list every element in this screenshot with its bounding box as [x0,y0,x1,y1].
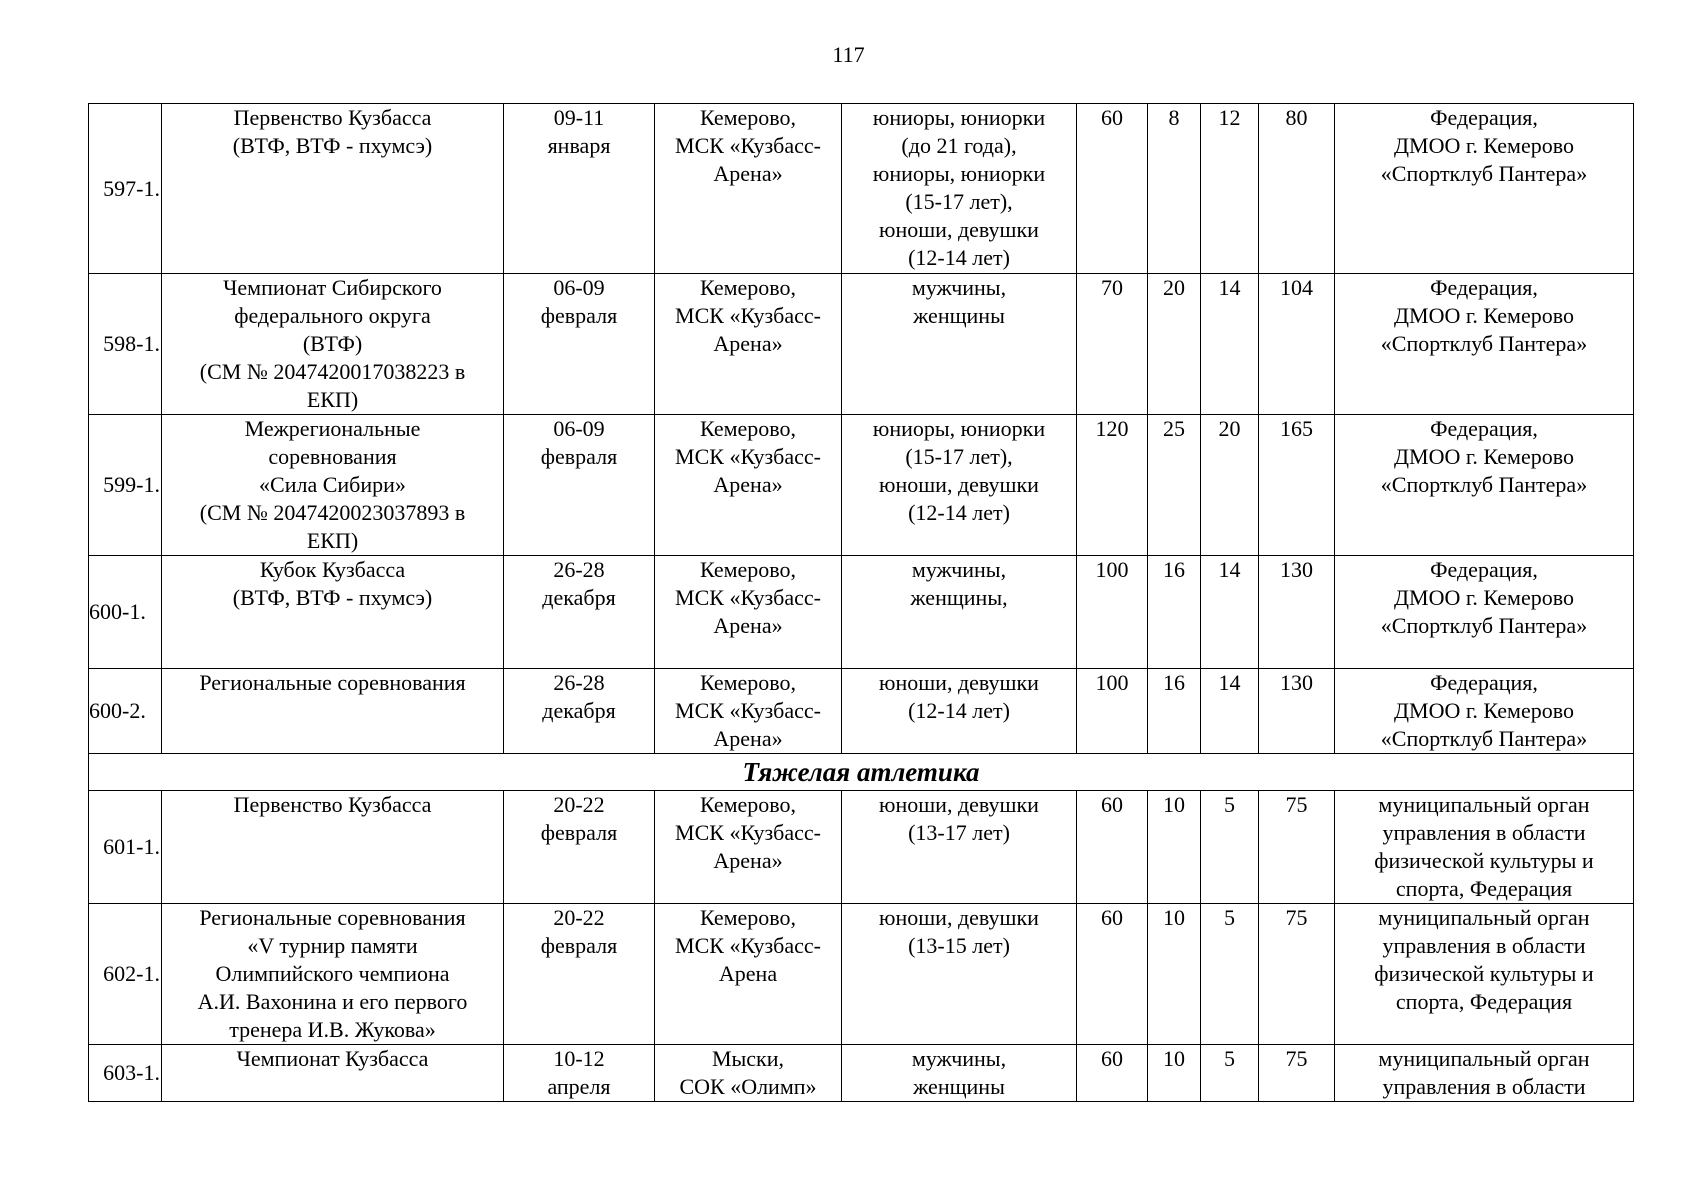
event-place: Кемерово, МСК «Кузбасс- Арена» [655,415,842,556]
event-organizer: Федерация, ДМОО г. Кемерово «Спортклуб Пантера» [1335,104,1634,274]
event-name: Первенство Кузбасса (ВТФ, ВТФ - пхумсэ) [162,104,504,274]
count-total: 130 [1259,556,1335,669]
count-2: 10 [1148,1045,1201,1102]
event-place: Кемерово, МСК «Кузбасс- Арена» [655,669,842,754]
event-organizer: муниципальный орган управления в области физической культуры и спорта, Федерация [1335,791,1634,904]
event-dates: 26-28 декабря [504,556,655,669]
events-table [88,103,1634,1102]
event-name: Первенство Кузбасса [162,791,504,904]
count-2: 16 [1148,669,1201,754]
count-total: 130 [1259,669,1335,754]
event-participants: мужчины, женщины, [842,556,1077,669]
count-total: 104 [1259,274,1335,415]
count-2: 10 [1148,791,1201,904]
event-dates: 26-28 декабря [504,669,655,754]
event-dates: 20-22 февраля [504,791,655,904]
event-organizer: муниципальный орган управления в области [1335,1045,1634,1102]
count-3: 5 [1201,904,1259,1045]
table-row [89,904,1634,1045]
count-total: 75 [1259,1045,1335,1102]
count-1: 60 [1077,904,1148,1045]
count-1: 100 [1077,669,1148,754]
event-place: Кемерово, МСК «Кузбасс- Арена» [655,104,842,274]
table-row [89,274,1634,415]
event-place: Кемерово, МСК «Кузбасс- Арена» [655,274,842,415]
event-participants: юниоры, юниорки (до 21 года), юниоры, юниорки (15-17 лет), юноши, девушки (12-14 лет) [842,104,1077,274]
count-3: 12 [1201,104,1259,274]
event-number: 597-1. [89,104,162,274]
event-name: Региональные соревнования [162,669,504,754]
event-dates: 06-09 февраля [504,274,655,415]
event-place: Кемерово, МСК «Кузбасс- Арена [655,904,842,1045]
event-name: Чемпионат Кузбасса [162,1045,504,1102]
event-participants: юноши, девушки (13-15 лет) [842,904,1077,1045]
count-2: 20 [1148,274,1201,415]
event-organizer: муниципальный орган управления в области физической культуры и спорта, Федерация [1335,904,1634,1045]
table-row [89,1045,1634,1102]
event-place: Кемерово, МСК «Кузбасс- Арена» [655,556,842,669]
count-total: 75 [1259,791,1335,904]
event-number: 598-1. [89,274,162,415]
event-participants: мужчины, женщины [842,274,1077,415]
table-row [89,556,1634,669]
event-number: 600-1. [89,556,162,669]
event-number: 601-1. [89,791,162,904]
event-name: Чемпионат Сибирского федерального округа (ВТФ) (СМ № 2047420017038223 в ЕКП) [162,274,504,415]
count-1: 100 [1077,556,1148,669]
event-number: 603-1. [89,1045,162,1102]
count-3: 5 [1201,1045,1259,1102]
event-participants: юниоры, юниорки (15-17 лет), юноши, девушки (12-14 лет) [842,415,1077,556]
table-row [89,415,1634,556]
event-participants: юноши, девушки (12-14 лет) [842,669,1077,754]
count-total: 75 [1259,904,1335,1045]
event-organizer: Федерация, ДМОО г. Кемерово «Спортклуб Пантера» [1335,556,1634,669]
event-organizer: Федерация, ДМОО г. Кемерово «Спортклуб Пантера» [1335,274,1634,415]
event-number: 599-1. [89,415,162,556]
event-organizer: Федерация, ДМОО г. Кемерово «Спортклуб Пантера» [1335,415,1634,556]
event-place: Мыски, СОК «Олимп» [655,1045,842,1102]
count-3: 14 [1201,669,1259,754]
count-3: 14 [1201,274,1259,415]
event-organizer: Федерация, ДМОО г. Кемерово «Спортклуб Пантера» [1335,669,1634,754]
event-dates: 09-11 января [504,104,655,274]
count-3: 20 [1201,415,1259,556]
count-2: 25 [1148,415,1201,556]
table-row [89,669,1634,754]
event-participants: юноши, девушки (13-17 лет) [842,791,1077,904]
count-total: 165 [1259,415,1335,556]
event-name: Региональные соревнования «V турнир памяти Олимпийского чемпиона А.И. Вахонина и его первого тренера И.В. Жукова» [162,904,504,1045]
count-3: 14 [1201,556,1259,669]
event-place: Кемерово, МСК «Кузбасс- Арена» [655,791,842,904]
event-name: Кубок Кузбасса (ВТФ, ВТФ - пхумсэ) [162,556,504,669]
count-2: 16 [1148,556,1201,669]
count-3: 5 [1201,791,1259,904]
event-number: 600-2. [89,669,162,754]
count-1: 120 [1077,415,1148,556]
count-2: 10 [1148,904,1201,1045]
event-name: Межрегиональные соревнования «Сила Сибири» (СМ № 2047420023037893 в ЕКП) [162,415,504,556]
table-row [89,791,1634,904]
section-title: Тяжелая атлетика [89,754,1634,791]
event-dates: 20-22 февраля [504,904,655,1045]
event-number: 602-1. [89,904,162,1045]
table-row [89,104,1634,274]
count-1: 60 [1077,104,1148,274]
page-number: 117 [832,42,865,67]
section-header-row [89,754,1634,791]
count-total: 80 [1259,104,1335,274]
count-1: 60 [1077,791,1148,904]
event-dates: 10-12 апреля [504,1045,655,1102]
event-dates: 06-09 февраля [504,415,655,556]
count-1: 70 [1077,274,1148,415]
count-2: 8 [1148,104,1201,274]
event-participants: мужчины, женщины [842,1045,1077,1102]
count-1: 60 [1077,1045,1148,1102]
